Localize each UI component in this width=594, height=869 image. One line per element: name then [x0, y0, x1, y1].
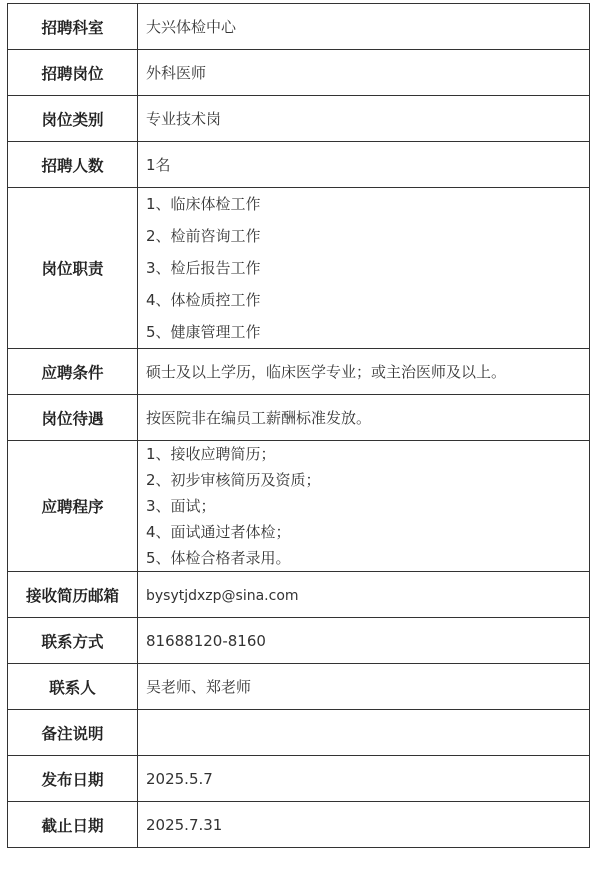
category-value: 专业技术岗 [138, 96, 590, 142]
duty-item: 1、临床体检工作 [146, 195, 261, 213]
process-value [138, 441, 590, 572]
position-value: 外科医师 [138, 50, 590, 96]
contact-person-label: 联系人 [8, 664, 138, 710]
remarks-label: 备注说明 [8, 710, 138, 756]
email-value [138, 572, 590, 618]
process-step: 2、初步审核简历及资质； [146, 471, 321, 489]
duty-item: 2、检前咨询工作 [146, 227, 261, 245]
row-process [8, 441, 590, 572]
contact-person-value: 吴老师、郑老师 [138, 664, 590, 710]
headcount-label: 招聘人数 [8, 142, 138, 188]
category-label: 岗位类别 [8, 96, 138, 142]
row-contact-person [8, 664, 590, 710]
row-email [8, 572, 590, 618]
process-step: 4、面试通过者体检； [146, 523, 291, 541]
department-value: 大兴体检中心 [138, 4, 590, 50]
publish-date-value: 2025.5.7 [138, 756, 590, 802]
email-address: bysytjdxzp@sina.com [146, 587, 299, 604]
duty-item: 3、检后报告工作 [146, 259, 261, 277]
row-requirements [8, 349, 590, 395]
row-remarks [8, 710, 590, 756]
publish-date-label: 发布日期 [8, 756, 138, 802]
process-label: 应聘程序 [8, 441, 138, 572]
row-headcount [8, 142, 590, 188]
job-posting-table [7, 3, 590, 848]
row-category [8, 96, 590, 142]
process-step: 1、接收应聘简历； [146, 445, 276, 463]
row-publish-date [8, 756, 590, 802]
process-step: 3、面试； [146, 497, 216, 515]
row-position [8, 50, 590, 96]
deadline-value: 2025.7.31 [138, 802, 590, 848]
remarks-value [138, 710, 590, 756]
row-contact-phone [8, 618, 590, 664]
contact-phone-value: 81688120-8160 [138, 618, 590, 664]
requirements-value: 硕士及以上学历，临床医学专业；或主治医师及以上。 [138, 349, 590, 395]
deadline-label: 截止日期 [8, 802, 138, 848]
requirements-label: 应聘条件 [8, 349, 138, 395]
duties-label: 岗位职责 [8, 188, 138, 349]
row-duties [8, 188, 590, 349]
row-compensation [8, 395, 590, 441]
duties-value [138, 188, 590, 349]
duty-item: 4、体检质控工作 [146, 291, 261, 309]
position-label: 招聘岗位 [8, 50, 138, 96]
compensation-label: 岗位待遇 [8, 395, 138, 441]
row-department [8, 4, 590, 50]
row-deadline [8, 802, 590, 848]
department-label: 招聘科室 [8, 4, 138, 50]
headcount-value: 1名 [138, 142, 590, 188]
duty-item: 5、健康管理工作 [146, 323, 261, 341]
compensation-value: 按医院非在编员工薪酬标准发放。 [138, 395, 590, 441]
contact-phone-label: 联系方式 [8, 618, 138, 664]
process-step: 5、体检合格者录用。 [146, 549, 291, 567]
email-label: 接收简历邮箱 [8, 572, 138, 618]
